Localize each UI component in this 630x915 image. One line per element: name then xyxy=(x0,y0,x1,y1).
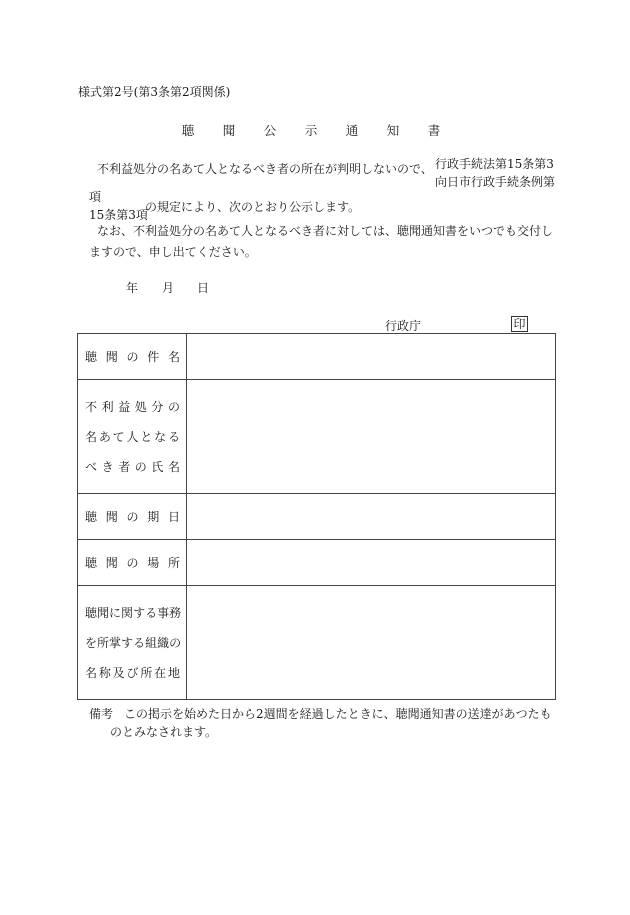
remarks-line-1: この掲示を始めた日から2週間を経過したときに、聴聞通知書の送達があつたも xyxy=(124,707,552,721)
paragraph-2-line-1: なお、不利益処分の名あて人となるべき者に対しては、聴聞通知書をいつでも交付し xyxy=(97,224,554,238)
statute-stack-top xyxy=(435,155,555,191)
statute-stack-left-line-2: 15条第3項 xyxy=(89,208,148,222)
date-year-label: 年 xyxy=(126,281,139,295)
row-value-respondent-name[interactable] xyxy=(187,380,556,494)
notice-table xyxy=(77,333,556,700)
table-row xyxy=(78,334,556,380)
statute-stack-left xyxy=(89,188,148,224)
label-respondent-name: 不 利 益 処 分 の 名 あ て 人 と な る べ き 者 の 氏 名 xyxy=(85,399,180,474)
table-row xyxy=(78,380,556,494)
statute-stack-top-line-1: 行政手続法第15条第3 xyxy=(435,157,554,171)
label-hearing-place: 聴 聞 の 場 所 xyxy=(85,556,180,570)
statute-stack-left-line-1: 項 xyxy=(89,190,102,204)
table-row xyxy=(78,494,556,540)
remarks-line-2: のとみなされます。 xyxy=(110,725,218,739)
label-hearing-date: 聴 聞 の 期 日 xyxy=(85,510,180,524)
table-row xyxy=(78,586,556,700)
label-hearing-subject: 聴 聞 の 件 名 xyxy=(85,350,180,364)
document-title: 聴 聞 公 示 通 知 書 xyxy=(181,123,449,138)
label-responsible-office: 聴 聞 に 関 す る 事 務 を 所 掌 す る 組 織 の 名 称 及 び 所 在 地 xyxy=(85,605,182,680)
row-label xyxy=(78,494,187,540)
paragraph-1-lead: 不利益処分の名あて人となるべき者の所在が判明しないので、 xyxy=(97,162,433,176)
row-label xyxy=(78,334,187,380)
row-value-hearing-subject[interactable] xyxy=(187,334,556,380)
row-value-hearing-place[interactable] xyxy=(187,540,556,586)
paragraph-2-line-2: ますので、申し出てください。 xyxy=(89,245,257,259)
row-label xyxy=(78,540,187,586)
paragraph-1-tail: の規定により、次のとおり公示します。 xyxy=(145,200,361,214)
authority-name: 行政庁 xyxy=(385,319,422,333)
seal-label: 印 xyxy=(513,317,526,331)
statute-stack-top-line-2: 向日市行政手続条例第 xyxy=(435,175,556,189)
remarks-heading: 備考 xyxy=(89,707,114,721)
date-month-label: 月 xyxy=(162,281,175,295)
row-label xyxy=(78,380,187,494)
seal-box xyxy=(511,316,528,332)
row-value-responsible-office[interactable] xyxy=(187,586,556,700)
row-value-hearing-date[interactable] xyxy=(187,494,556,540)
form-number: 様式第2号(第3条第2項関係) xyxy=(78,85,231,99)
date-day-label: 日 xyxy=(197,281,210,295)
table-row xyxy=(78,540,556,586)
row-label xyxy=(78,586,187,700)
